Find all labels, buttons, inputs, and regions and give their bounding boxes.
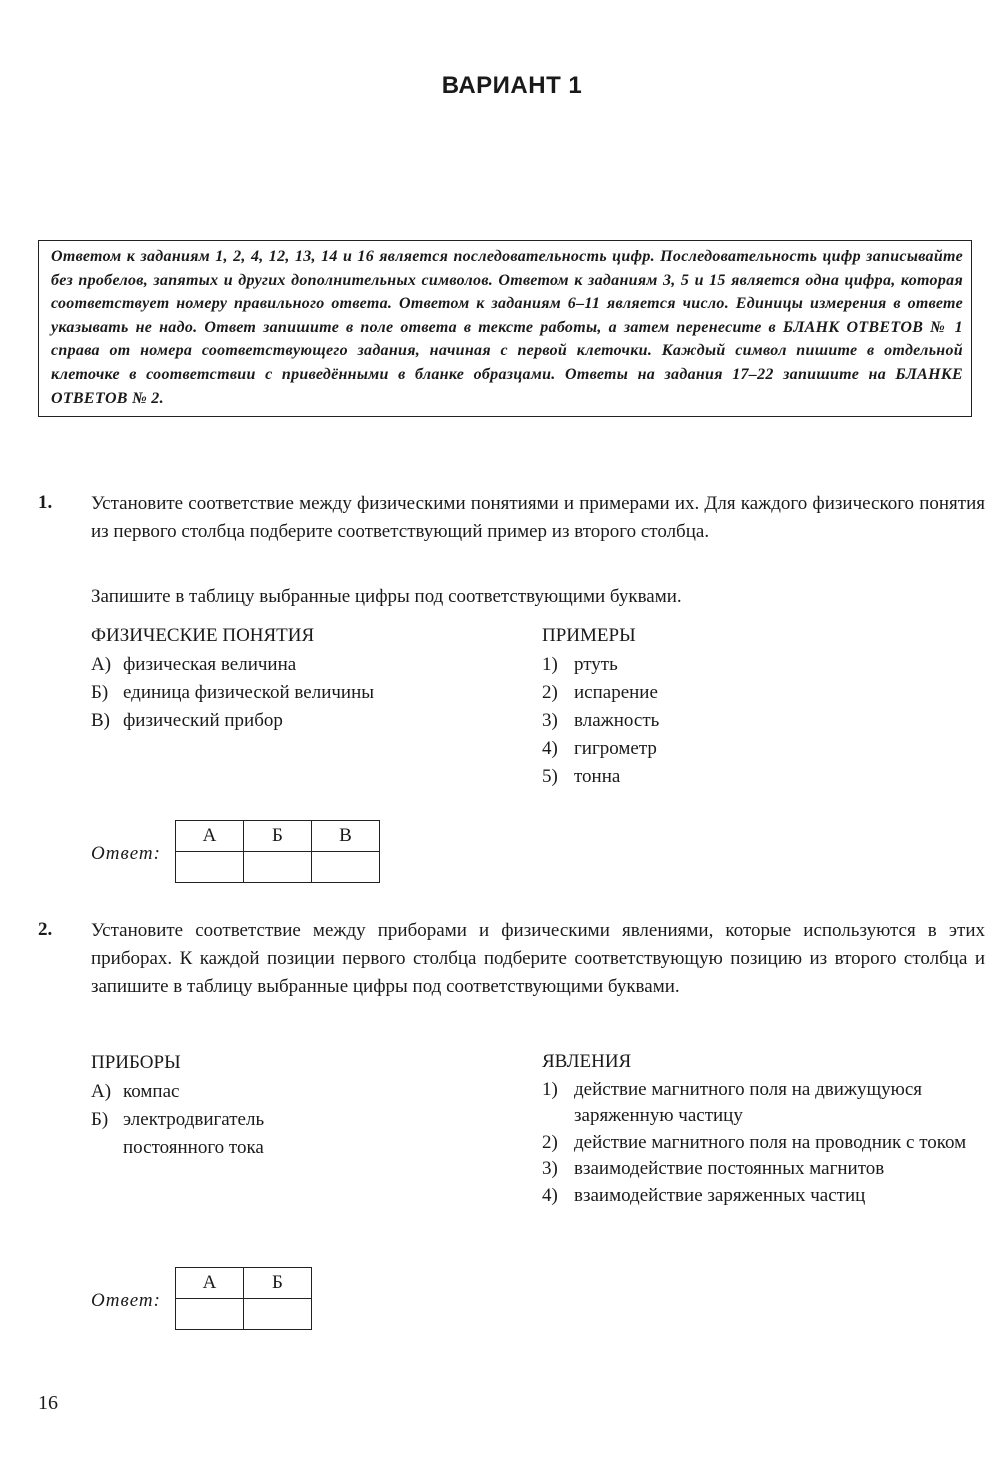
answer-cell[interactable] <box>176 1299 244 1330</box>
task-2-left-item: А) компас <box>91 1081 180 1102</box>
task-1-text: Установите соответствие между физическими понятиями и примерами их. Для каждого физического понятия из первого столбца подберите соответствующий пример из второго столбца. <box>91 493 985 542</box>
task-1-right-item: 3) влажность <box>542 710 660 731</box>
task-1-answer-label: Ответ: <box>91 843 161 864</box>
task-1-left-header: ФИЗИЧЕСКИЕ ПОНЯТИЯ <box>91 625 315 646</box>
task-1-answer-table <box>175 820 380 883</box>
task-1-right-header: ПРИМЕРЫ <box>542 625 636 646</box>
task-2-left-column <box>91 1049 321 1162</box>
instructions-box: Ответом к заданиям 1, 2, 4, 12, 13, 14 и 16 является последовательность цифр. Последовательность цифр записывайте без пробелов, запятых и других дополнительных символов. Ответом к заданиям 3, 5 и 15 является одна цифра, которая соответствует номеру правильного ответа. Ответом к заданиям 6–11 является число. Единицы измерения в ответе указывать не надо. Ответ запишите в поле ответа в тексте работы, а затем перенесите в БЛАНК ОТВЕТОВ № 1 справа от номера соответствующего задания, начиная с первой клеточки. Каждый символ пишите в отдельной клеточке в соответствии с приведёнными в бланке образцами. Ответы на задания 17–22 запишите на БЛАНКЕ ОТВЕТОВ № 2. <box>38 240 972 417</box>
page-title: ВАРИАНТ 1 <box>441 72 583 99</box>
task-2-right-item: 2) действие магнитного поля на проводник с током <box>542 1131 967 1153</box>
task-1-left-column <box>91 622 531 735</box>
task-2-left-header: ПРИБОРЫ <box>91 1052 181 1073</box>
task-1-right-item: 5) тонна <box>542 766 621 787</box>
task-2-right-item: 4) взаимодействие заряженных частиц <box>542 1184 866 1206</box>
page-number: 16 <box>38 1392 58 1414</box>
task-2-right-header: ЯВЛЕНИЯ <box>542 1051 632 1072</box>
task-1-note: Запишите в таблицу выбранные цифры под соответствующими буквами. <box>91 586 682 607</box>
task-2-right-item: 3) взаимодействие постоянных магнитов <box>542 1158 885 1180</box>
task-2-right-column <box>542 1049 987 1210</box>
task-1-right-item: 1) ртуть <box>542 654 618 675</box>
answer-cell[interactable] <box>244 1299 312 1330</box>
answer-column-header: А <box>176 821 244 852</box>
answer-column-header: Б <box>244 821 312 852</box>
task-2-text: Установите соответствие между приборами и физическими явлениями, которые используются в этих приборах. К каждой позиции первого столбца подберите соответствующую позицию из второго столбца и запишите в таблицу выбранные цифры под соответствующими буквами. <box>91 920 985 997</box>
task-1-right-column <box>542 622 982 791</box>
answer-cell[interactable] <box>176 852 244 883</box>
answer-cell[interactable] <box>312 852 380 883</box>
task-2-answer-table <box>175 1267 312 1330</box>
task-1-right-item: 4) гигрометр <box>542 738 657 759</box>
task-1-left-item: Б) единица физической величины <box>91 682 375 703</box>
task-1-number: 1. <box>38 492 53 513</box>
task-1-left-item: В) физический прибор <box>91 710 283 731</box>
task-2-answer-label: Ответ: <box>91 1290 161 1311</box>
answer-column-header: А <box>176 1268 244 1299</box>
answer-column-header: Б <box>244 1268 312 1299</box>
task-1-left-item: А) физическая величина <box>91 654 297 675</box>
answer-cell[interactable] <box>244 852 312 883</box>
task-2-left-item: Б) электродвигатель постоянного тока <box>91 1109 265 1158</box>
task-2-right-item: 1) действие магнитного поля на движущуюся заряженную частицу <box>542 1078 922 1127</box>
task-2-number: 2. <box>38 919 53 940</box>
task-1-right-item: 2) испарение <box>542 682 658 703</box>
answer-column-header: В <box>312 821 380 852</box>
